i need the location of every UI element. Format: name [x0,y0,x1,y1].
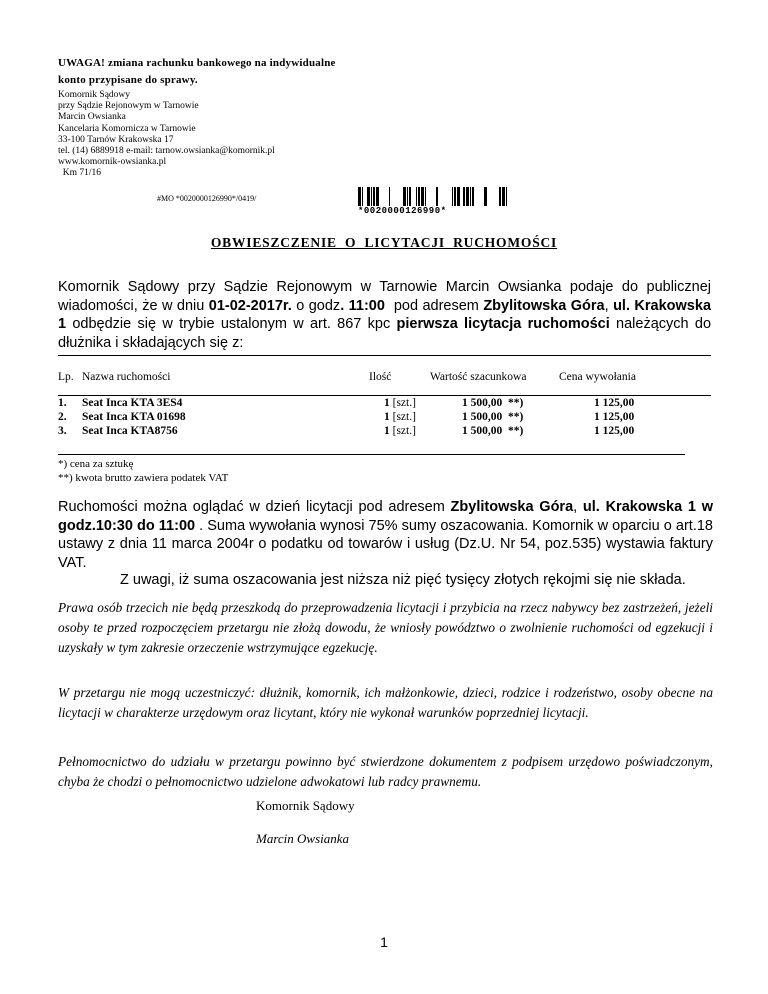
table-bottom-rule [58,454,685,455]
barcode-bar [454,187,456,206]
intro-text: , [604,297,614,314]
barcode-bar [463,187,465,206]
address-line: przy Sądzie Rejonowym w Tarnowie [58,101,199,112]
excluded-participants-paragraph: W przetargu nie mogą uczestniczyć: dłużnik, komornik, ich małżonkowie, dzieci, rodzice i rodzeństwo, osoby obecne na licytacji w charakterze urzędowym oraz licytant, który nie wykonał warunków poprzedniej licytacji. [58,685,713,720]
intro-text: Komornik Sądowy przy Sądzie Rejonowym w Tarnowie Marcin Owsianka podaje do publicznej wiadomości, że w dniu [58,279,711,314]
intro-text: odbędzie się w trybie ustalonym w art. 867 kpc [66,316,397,332]
viewing-street-time: ul. Krakowska 1 w godz.10:30 do 11:00 [58,499,713,534]
qty-unit: [szt.] [392,425,416,437]
qty-unit: [szt.] [392,411,416,423]
barcode-bar [416,187,417,206]
address-line: tel. (14) 6889918 e-mail: tarnow.owsianka@komornik.pl [58,146,275,157]
address-line: Komornik Sądowy [58,90,131,100]
intro-text: pod adresem [384,297,484,314]
document-title: OBWIESZCZENIE O LICYTACJI RUCHOMOŚCI [210,235,558,250]
para-text: . Suma wywołania wynosi 75% sumy oszacowania. Komornik w oparciu o art.18 ustawy z dnia 11 marca 2004r o podatku od towarów i usług (Dz.U. Nr 54, poz.535) wystawia faktury VAT. [58,517,713,571]
header-price: Cena wywołania [559,371,636,383]
auction-kind: pierwsza licytacja ruchomości [396,316,610,332]
barcode-bar [376,187,379,206]
qty-value: 1 [384,397,390,409]
barcode-bar [506,187,507,206]
table-row [58,411,67,423]
barcode-bar [470,187,471,206]
row-price: 1 125,00 [594,411,635,423]
bailiff-address-block [58,90,275,180]
row-name: Seat Inca KTA8756 [82,425,178,437]
intro-paragraph [58,278,711,352]
case-number: Km 71/16 [58,168,102,179]
row-price: 1 125,00 [594,425,635,437]
row-value: 1 500,00 **) [462,425,524,437]
row-name: Seat Inca KTA 3ES4 [82,397,183,409]
intro-text: o godz [291,297,341,314]
barcode-bar [371,187,372,206]
qty-value: 1 [384,411,390,423]
header-name: Nazwa ruchomości [82,371,171,383]
deposit-paragraph: Z uwagi, iż suma oszacowania jest niższa niż pięć tysięcy złotych rękojmi się nie składa. [120,572,686,588]
address-line: Kancelaria Komornicza w Tarnowie [58,123,196,134]
barcode-bar [407,187,408,206]
address-line: Marcin Owsianka [58,112,126,123]
row-price: 1 125,00 [594,397,635,409]
barcode-bar [367,187,370,206]
row-value: 1 500,00 **) [462,411,524,423]
viewing-paragraph [58,498,713,572]
row-lp: 2. [58,411,67,423]
table-header-rule [58,395,711,396]
account-change-warning [58,55,336,89]
header-quantity: Ilość [369,371,392,383]
footnote-unit-price: *) cena za sztukę [58,458,134,470]
signature-name: Marcin Owsianka [256,831,350,846]
barcode-bar [484,187,487,206]
barcode-bar [403,187,406,206]
barcode-number: *0020000126990* [358,206,447,216]
table-row [58,397,67,409]
qty-value: 1 [384,425,390,437]
page-number: 1 [380,934,388,950]
row-lp: 3. [58,425,67,437]
barcode-bar [457,187,460,206]
footnote-vat: **) kwota brutto zawiera podatek VAT [58,472,229,484]
row-name: Seat Inca KTA 01698 [82,411,186,423]
auction-time: . 11:00 [340,297,385,314]
third-party-rights-paragraph: Prawa osób trzecich nie będą przeszkodą do przeprowadzenia licytacji i przybicia na rzecz nabywcy bez zastrzeżeń, jeżeli osoby te przed rozpoczęciem przetargu nie złożą dowodu, że wniosły powództwo o zwolnienie ruchomości od egzekucji i uzyskały w tym zakresie orzeczenie wstrzymujące egzekucję. [58,600,713,655]
intro-text: należących do dłużnika i składających się z: [58,316,712,351]
header-lp: Lp. [58,371,74,383]
barcode-bar [452,187,453,206]
barcode-bar [466,187,469,206]
para-text: Ruchomości można oglądać w dzień licytacji pod adresem [58,499,451,515]
barcode-bar [499,187,501,206]
row-lp: 1. [58,397,67,409]
auction-street: ul. Krakowska 1 [58,297,712,332]
barcode-bar [418,187,420,206]
warning-line-1: UWAGA! zmiana rachunku bankowego na indywidualne [58,57,336,69]
barcode-bar [373,187,375,206]
row-value: 1 500,00 **) [462,397,524,409]
barcode-reference: #MO *0020000126990*/0419/ [157,194,257,203]
header-value: Wartość szacunkowa [430,371,527,383]
table-row [58,425,67,437]
barcode-bar [421,187,424,206]
barcode-bar [358,187,361,206]
warning-line-2: konto przypisane do sprawy. [58,74,198,86]
auction-place: Zbylitowska Góra [483,297,605,314]
barcode-bar [425,187,426,206]
barcode-bar [409,187,411,206]
power-of-attorney-paragraph: Pełnomocnictwo do udziału w przetargu powinno być stwierdzone dokumentem z podpisem urzędowo poświadczonym, chyba że chodzi o pełnomocnictwo udzielone adwokatowi lub radcy prawnemu. [58,754,713,789]
address-line: 33-100 Tarnów Krakowska 17 [58,134,174,145]
barcode-bar [389,187,390,206]
auction-date: 01-02-2017r. [208,297,292,314]
qty-unit: [szt.] [392,397,416,409]
address-line: www.komornik-owsianka.pl [58,157,167,168]
barcode-bar [436,187,438,206]
signature-role: Komornik Sądowy [256,798,355,813]
viewing-place: Zbylitowska Góra [450,499,574,515]
row-qty [384,411,416,423]
table-top-rule [58,355,711,356]
row-qty [384,397,416,409]
barcode-bar [502,187,505,206]
row-qty [384,425,416,437]
barcode-bar [472,187,474,206]
barcode-bar [362,187,363,206]
para-text: , [573,499,583,515]
